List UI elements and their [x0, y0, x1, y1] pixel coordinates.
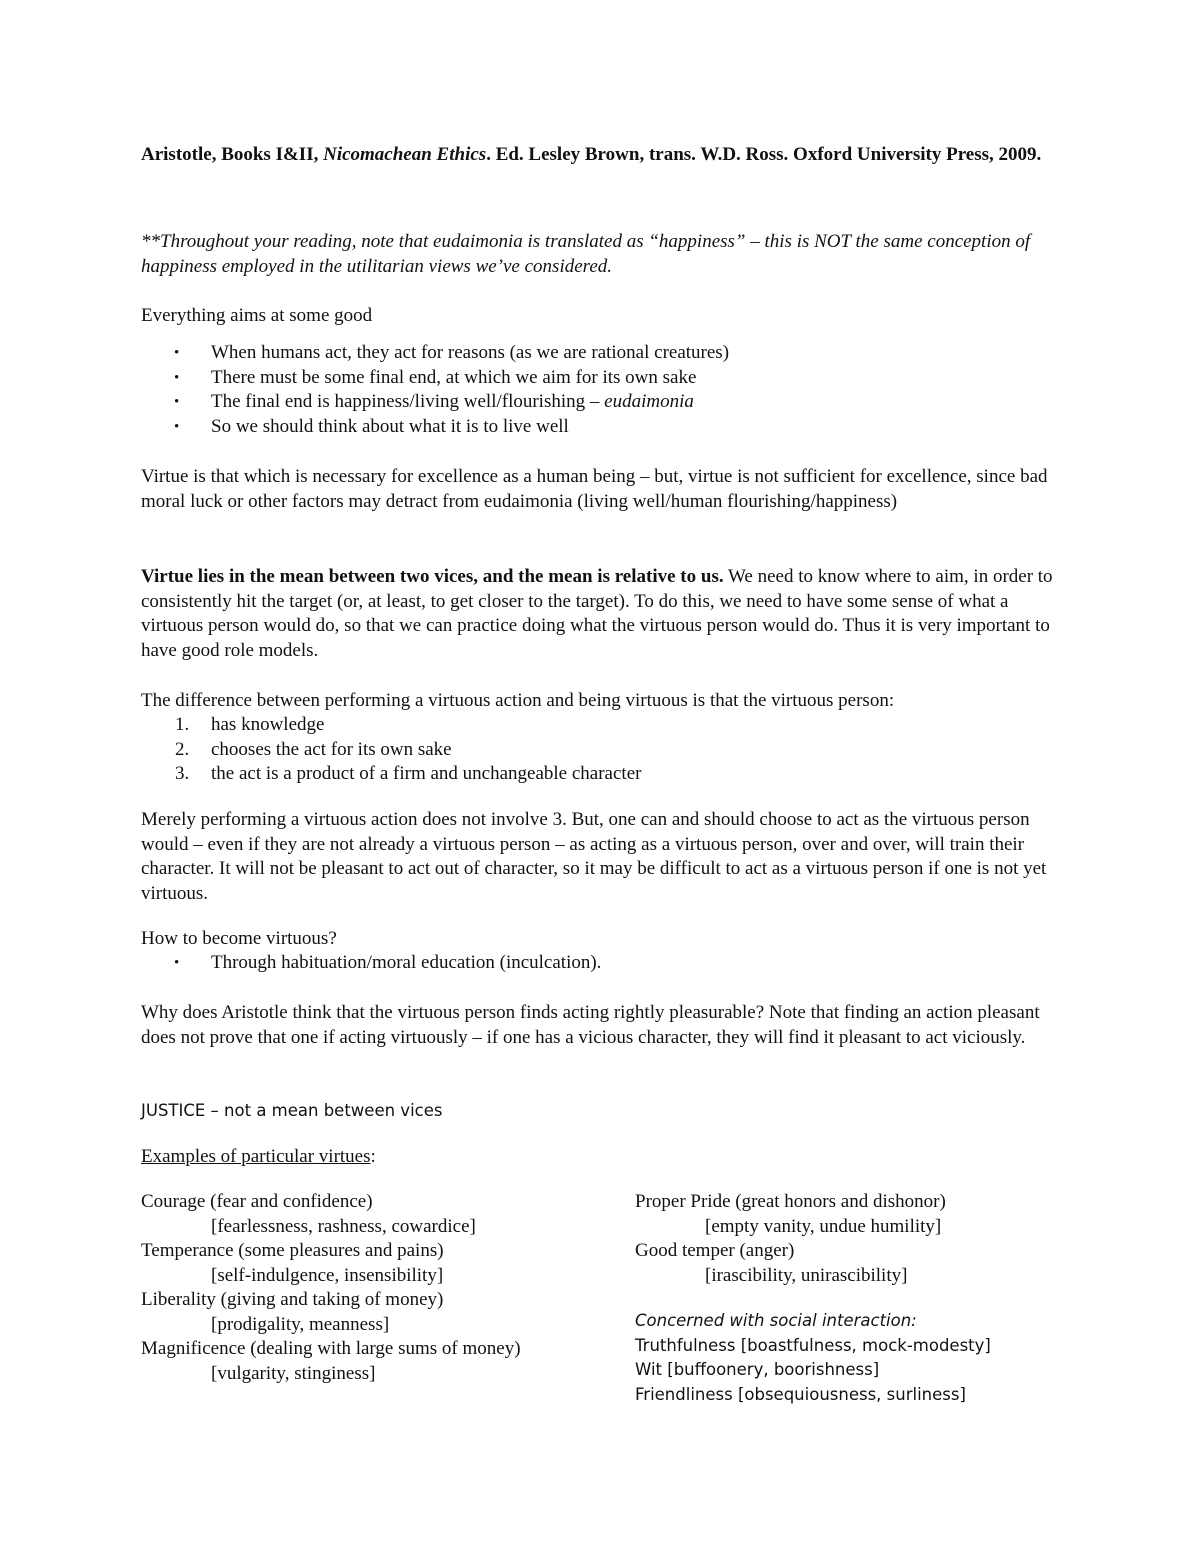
examples-heading: [141, 1145, 1056, 1170]
social-interaction-heading: Concerned with social interaction:: [635, 1311, 917, 1330]
virtue-vices: [prodigality, meanness]: [211, 1313, 390, 1335]
list-item: [141, 366, 1041, 391]
list-item-text: So we should think about what it is to live well: [211, 415, 569, 437]
mean-thesis: Virtue lies in the mean between two vices, and the mean is relative to us.: [141, 566, 724, 587]
list-item-text: When humans act, they act for reasons (as we are rational creatures): [211, 342, 730, 363]
virtue-name: Magnificence (dealing with large sums of money): [141, 1338, 521, 1359]
list-number: 3.: [175, 763, 190, 784]
examples-heading-text: Examples of particular virtues: [141, 1146, 371, 1167]
list-number: 2.: [175, 738, 190, 760]
bullet-marker: •: [174, 955, 180, 971]
list-number: 1.: [175, 714, 190, 735]
virtue-vices: [self-indulgence, insensibility]: [211, 1264, 444, 1286]
virtues-right-column: [635, 1190, 1055, 1407]
virtue-name: Courage (fear and confidence): [141, 1191, 373, 1212]
difference-numbered-list: [141, 713, 1041, 787]
virtue-paragraph: Virtue is that which is necessary for excellence as a human being – but, virtue is not sufficient for excellence, since bad moral luck or other factors may detract from eudaimonia (living well/human flourishing/happiness): [141, 466, 1048, 512]
citation-rest: . Ed. Lesley Brown, trans. W.D. Ross. Oxford University Press, 2009.: [486, 144, 1042, 165]
social-virtue: Friendliness [obsequiousness, surliness]: [635, 1384, 966, 1404]
bullet-marker: •: [174, 345, 180, 361]
list-item: [141, 762, 1041, 787]
justice-note: JUSTICE – not a mean between vices: [141, 1101, 443, 1120]
list-item: [141, 713, 1041, 738]
virtue-name: Good temper (anger): [635, 1240, 795, 1261]
virtue-entry: [141, 1288, 611, 1337]
virtue-entry: [635, 1190, 1055, 1239]
list-item: [141, 415, 1041, 440]
citation-lead: Aristotle, Books I&II,: [141, 144, 324, 165]
bullet-marker: •: [174, 418, 180, 435]
virtue-vices: [vulgarity, stinginess]: [211, 1362, 376, 1384]
how-heading: How to become virtuous?: [141, 928, 337, 949]
virtue-name: Liberality (giving and taking of money): [141, 1289, 444, 1310]
virtue-vices: [empty vanity, undue humility]: [705, 1215, 942, 1237]
citation-work-title: Nicomachean Ethics: [323, 144, 487, 165]
mean-paragraph: [141, 565, 1056, 663]
social-virtue: Truthfulness [boastfulness, mock-modesty]: [635, 1335, 991, 1355]
virtue-name: Temperance (some pleasures and pains): [141, 1240, 444, 1261]
list-item-text: There must be some final end, at which we aim for its own sake: [211, 366, 697, 388]
virtue-vices: [irascibility, unirascibility]: [705, 1264, 908, 1286]
virtue-entry: [141, 1239, 611, 1288]
list-item: [141, 738, 1041, 763]
list-item: [141, 951, 1041, 976]
list-item-text: chooses the act for its own sake: [211, 738, 452, 760]
virtue-vices: [fearlessness, rashness, cowardice]: [211, 1215, 476, 1237]
bullet-marker: •: [174, 369, 180, 386]
list-item-text: The final end is happiness/living well/flourishing –: [211, 391, 605, 412]
spacer: [635, 1288, 1055, 1309]
list-item-text: Through habituation/moral education (inculcation).: [211, 952, 602, 973]
how-bullet-list: [141, 951, 1041, 976]
eudaimonia-term: eudaimonia: [604, 391, 694, 412]
reading-note: **Throughout your reading, note that eudaimonia is translated as “happiness” – this is NOT the same conception of happiness employed in the utilitarian views we’ve considered.: [141, 231, 1031, 277]
list-item-text: the act is a product of a firm and unchangeable character: [211, 763, 642, 784]
social-virtue: Wit [buffoonery, boorishness]: [635, 1360, 880, 1379]
merely-paragraph: Merely performing a virtuous action does not involve 3. But, one can and should choose to act as the virtuous person would – even if they are not already a virtuous person – as acting as a virtuous person, over and over, will train their character. It will not be pleasant to act out of character, so it may be difficult to act as a virtuous person if one is not yet virtuous.: [141, 809, 1047, 904]
virtue-name: Proper Pride (great honors and dishonor): [635, 1191, 946, 1212]
list-item-text: has knowledge: [211, 714, 325, 735]
virtues-left-column: [141, 1190, 611, 1386]
list-item: [141, 341, 1041, 366]
difference-intro: The difference between performing a virtuous action and being virtuous is that the virtuous person:: [141, 690, 895, 711]
virtue-entry: [141, 1190, 611, 1239]
why-paragraph: Why does Aristotle think that the virtuous person finds acting rightly pleasurable? Note that finding an action pleasant does not prove that one if acting virtuously – if one has a vicious character, they will find it pleasant to act viciously.: [141, 1002, 1040, 1048]
list-item: [141, 390, 1041, 415]
aims-heading: Everything aims at some good: [141, 305, 373, 326]
examples-heading-colon: :: [370, 1146, 376, 1167]
citation: [141, 143, 1056, 168]
mean-explanation: We need to know where to aim, in order to consistently hit the target (or, at least, to get closer to the target). To do this, we need to have some sense of what a virtuous person would do, so that we can practice doing what the virtuous person would do. Thus it is very important to have good role models.: [141, 566, 1053, 661]
bullet-marker: •: [174, 394, 180, 410]
virtue-entry: [635, 1239, 1055, 1288]
aims-bullet-list: [141, 341, 1041, 439]
virtue-entry: [141, 1337, 611, 1386]
